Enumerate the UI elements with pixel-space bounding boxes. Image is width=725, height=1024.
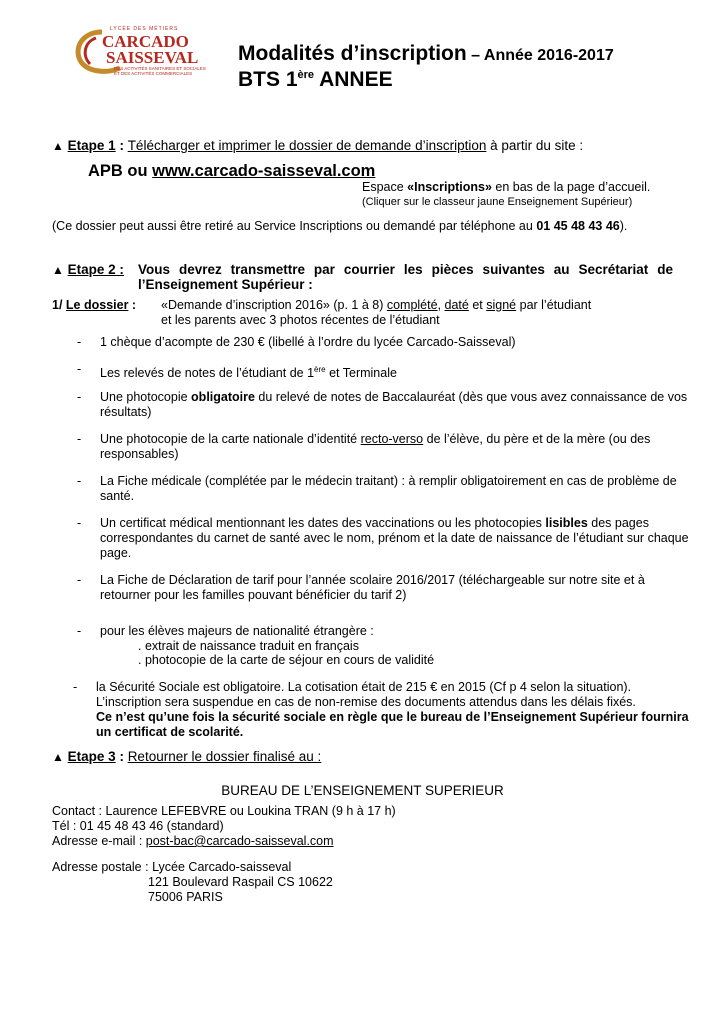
list-item: la Sécurité Sociale est obligatoire. La cotisation était de 215 € en 2015 (Cf p 4 selon la situation). L’inscription sera suspendue en cas de non-remise des documents attendus dans les délais fixés. Ce n’est qu’une fois la sécurité sociale en règle que le bureau de l’Enseignement Supérieur fournira un certificat de scolarité. xyxy=(96,680,689,739)
list-subitem: . photocopie de la carte de séjour en cours de validité xyxy=(138,653,435,667)
list-item: 1 chèque d’acompte de 230 € (libellé à l’ordre du lycée Carcado-Saisseval) xyxy=(100,335,516,349)
page-subtitle: BTS 1ère ANNEE xyxy=(238,68,393,91)
triangle-icon: ▲ xyxy=(52,750,64,764)
dossier-line2: et les parents avec 3 photos récentes de l’étudiant xyxy=(161,313,440,327)
triangle-icon: ▲ xyxy=(52,139,64,153)
list-item: La Fiche médicale (complétée par le médecin traitant) : à remplir obligatoirement en cas de problème de santé. xyxy=(100,474,677,503)
postal-line3: 75006 PARIS xyxy=(148,890,223,904)
triangle-icon: ▲ xyxy=(52,263,64,277)
apb-line: APB ou www.carcado-saisseval.com xyxy=(88,162,376,180)
dossier-line1: «Demande d’inscription 2016» (p. 1 à 8) complété, daté et signé par l’étudiant xyxy=(161,298,592,312)
list-dash: - xyxy=(77,474,82,488)
logo-line1: CARCADO xyxy=(102,32,189,51)
school-logo xyxy=(72,26,212,78)
dossier-label: 1/ Le dossier : xyxy=(52,298,137,312)
logo-tag-top: LYCÉE DES MÉTIERS xyxy=(110,26,179,32)
list-dash: - xyxy=(77,432,82,446)
logo-line2: SAISSEVAL xyxy=(106,48,199,67)
list-dash: - xyxy=(77,390,82,404)
etape2-label-wrap xyxy=(52,262,124,278)
list-dash: - xyxy=(77,362,82,376)
logo-tag2: ET DES ACTIVITÉS COMMERCIALES xyxy=(114,71,193,76)
etape1-line: ▲ Etape 1 : Télécharger et imprimer le dossier de demande d’inscription à partir du site : xyxy=(52,138,584,153)
espace-line: Espace «Inscriptions» en bas de la page d’accueil. xyxy=(362,180,651,194)
email-line: Adresse e-mail : post-bac@carcado-saisseval.com xyxy=(52,834,334,848)
list-item: Une photocopie obligatoire du relevé de notes de Baccalauréat (dès que vous avez connaissance de vos résultats) xyxy=(100,390,688,419)
list-item: Un certificat médical mentionnant les dates des vaccinations ou les photocopies lisibles des pages correspondantes du carnet de santé avec le nom, prénom et la date de naissance de l’étudiant sur chaque page. xyxy=(100,516,689,560)
cliquer-note: (Cliquer sur le classeur jaune Enseignement Supérieur) xyxy=(362,196,633,208)
list-dash: - xyxy=(77,516,82,530)
etape3-label: Etape 3 xyxy=(67,749,116,764)
postal-line2: 121 Boulevard Raspail CS 10622 xyxy=(148,875,333,889)
bureau-title: BUREAU DE L’ENSEIGNEMENT SUPERIEUR xyxy=(221,783,504,798)
list-dash: - xyxy=(77,624,82,638)
list-item: Une photocopie de la carte nationale d’identité recto-verso de l’élève, du père et de la mère (ou des responsables) xyxy=(100,432,651,461)
etape2-label: Etape 2 : xyxy=(67,262,124,277)
etape1-label: Etape 1 xyxy=(67,138,116,153)
contact-line: Contact : Laurence LEFEBVRE ou Loukina TRAN (9 h à 17 h) xyxy=(52,804,396,818)
tel-line: Tél : 01 45 48 43 46 (standard) xyxy=(52,819,224,833)
website-link[interactable]: www.carcado-saisseval.com xyxy=(152,162,376,180)
list-item: Les relevés de notes de l’étudiant de 1ère et Terminale xyxy=(100,365,397,381)
list-dash: - xyxy=(73,680,78,694)
list-dash: - xyxy=(77,573,82,587)
logo-tag1: DES ACTIVITÉS SANITAIRES ET SOCIALES xyxy=(114,66,206,71)
etape1-link[interactable]: Télécharger et imprimer le dossier de demande d’inscription xyxy=(127,138,487,153)
list-subitem: . extrait de naissance traduit en français xyxy=(138,639,359,653)
dossier-note: (Ce dossier peut aussi être retiré au Service Inscriptions ou demandé par téléphone au 01 45 48 43 46). xyxy=(52,219,628,233)
etape2-text1: Vous devrez transmettre par courrier les pièces suivantes au Secrétariat de xyxy=(138,262,673,277)
email-link[interactable]: post-bac@carcado-saisseval.com xyxy=(145,834,334,848)
list-dash: - xyxy=(77,335,82,349)
etape3-line: ▲ Etape 3 : Retourner le dossier finalisé au : xyxy=(52,749,322,764)
list-item: La Fiche de Déclaration de tarif pour l’année scolaire 2016/2017 (téléchargeable sur notre site et à retourner pour les familles pouvant bénéficier du tarif 2) xyxy=(100,573,645,602)
etape2-text2: l’Enseignement Supérieur : xyxy=(138,277,313,292)
list-item: pour les élèves majeurs de nationalité étrangère : xyxy=(100,624,374,638)
page-title: Modalités d’inscription – Année 2016-2017 xyxy=(238,42,614,65)
postal-line: Adresse postale : Lycée Carcado-saisseval xyxy=(52,860,292,874)
